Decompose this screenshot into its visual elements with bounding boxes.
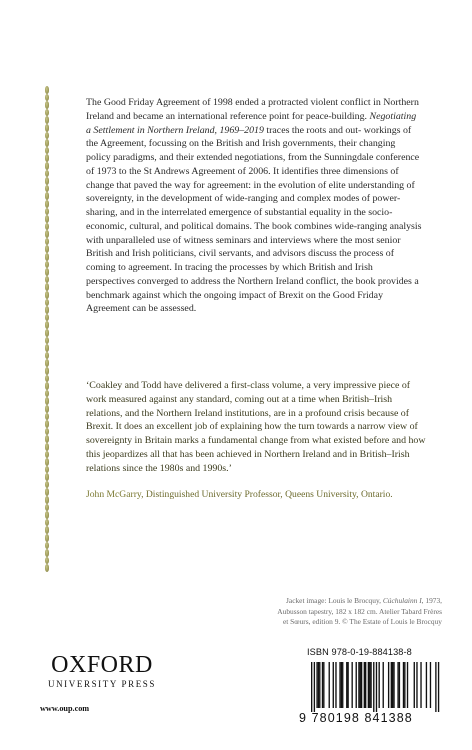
barcode-bar (339, 662, 340, 708)
bead-ornament (45, 390, 50, 398)
barcode-bar (373, 662, 374, 712)
bead-ornament (45, 253, 50, 261)
barcode-bar (352, 662, 353, 708)
bead-ornament (45, 132, 50, 140)
barcode-digits: 9 780198 841388 (299, 711, 413, 725)
barcode-bar (416, 662, 417, 708)
bead-ornament (45, 109, 50, 117)
bead-ornament (45, 534, 50, 542)
bead-ornament (45, 215, 50, 223)
bead-ornament (45, 435, 50, 443)
bead-ornament (45, 488, 50, 496)
barcode-bar (356, 662, 357, 708)
book-title-italic: Negotiating a Settlement in Northern Ireland, 1969–2019 (86, 110, 417, 136)
description-line-2: Northern Ireland and became an international reference point for peace-building. (86, 97, 419, 122)
barcode-bar (322, 662, 323, 708)
credit-line-1 (230, 596, 442, 607)
bead-column-decoration (41, 86, 53, 572)
barcode-bar (346, 662, 347, 708)
bead-ornament (45, 481, 50, 489)
barcode-bar (397, 662, 398, 708)
barcode-bar (420, 662, 421, 708)
bead-ornament (45, 306, 50, 314)
bead-ornament (45, 223, 50, 231)
bead-ornament (45, 473, 50, 481)
bead-ornament (45, 549, 50, 557)
barcode-bar (365, 662, 366, 708)
barcode-bar (368, 662, 369, 708)
bead-ornament (45, 238, 50, 246)
bead-ornament (45, 352, 50, 360)
barcode-bar (358, 662, 359, 708)
description-after-title: traces the roots and out- (263, 124, 362, 136)
barcode-bar (360, 662, 361, 708)
bead-ornament (45, 101, 50, 109)
publisher-logo (40, 653, 164, 689)
bead-ornament (45, 359, 50, 367)
barcode-bar (414, 662, 415, 708)
bead-ornament (45, 458, 50, 466)
bead-ornament (45, 329, 50, 337)
bead-ornament (45, 519, 50, 527)
barcode-bar (323, 662, 324, 708)
barcode-bar (403, 662, 404, 708)
bead-ornament (45, 177, 50, 185)
barcode-bar (369, 662, 370, 708)
bead-ornament (45, 420, 50, 428)
barcode-bar (393, 662, 394, 708)
bead-ornament (45, 526, 50, 534)
barcode-bar (319, 662, 320, 708)
bead-ornament (45, 375, 50, 383)
barcode-bar (391, 662, 392, 708)
bead-ornament (45, 428, 50, 436)
bead-ornament (45, 192, 50, 200)
bead-ornament (45, 208, 50, 216)
barcode-bar (438, 662, 439, 712)
bead-ornament (45, 511, 50, 519)
publisher-url: www.oup.com (40, 704, 90, 713)
bead-ornament (45, 564, 50, 572)
credit-line-2: Aubusson tapestry, 182 x 182 cm. Atelier Tabard Frères (277, 606, 442, 616)
bead-ornament (45, 268, 50, 276)
endorsement-attribution (86, 489, 446, 500)
bead-ornament (45, 382, 50, 390)
book-description (86, 96, 422, 316)
bead-ornament (45, 367, 50, 375)
barcode-bar (383, 662, 384, 708)
bead-ornament (45, 451, 50, 459)
barcode (304, 660, 444, 712)
barcode-bar (388, 662, 389, 708)
endorser-name: John McGarry (86, 489, 142, 500)
credit-line-3: et Sœurs, edition 9. © The Estate of Louis le Brocquy (282, 617, 442, 627)
bead-ornament (45, 139, 50, 147)
credit-work-title: Cúchulainn I (382, 596, 422, 605)
bead-ornament (45, 413, 50, 421)
publisher-subtitle: UNIVERSITY PRESS (47, 679, 157, 689)
description-line-1: The Good Friday Agreement of 1998 ended a protracted violent conflict in (86, 97, 381, 108)
bead-ornament (45, 557, 50, 565)
barcode-bars (304, 660, 444, 712)
credit-line-1-rest: , 1973, (421, 596, 442, 605)
barcode-bar (376, 662, 377, 712)
bead-ornament (45, 147, 50, 155)
isbn-label: ISBN 978-0-19-884138-8 (307, 647, 412, 657)
bead-ornament (45, 162, 50, 170)
endorser-affiliation: , Distinguished University Professor, Queens University, Ontario. (141, 489, 393, 500)
bead-ornament (45, 276, 50, 284)
bead-ornament (45, 496, 50, 504)
bead-ornament (45, 116, 50, 124)
barcode-bar (335, 662, 336, 708)
jacket-image-credit (230, 596, 442, 628)
barcode-bar (318, 662, 319, 708)
bead-ornament (45, 443, 50, 451)
barcode-bar (399, 662, 400, 708)
barcode-bar (347, 662, 348, 708)
bead-ornament (45, 154, 50, 162)
barcode-bar (404, 662, 405, 708)
bead-ornament (45, 245, 50, 253)
bead-ornament (45, 124, 50, 132)
bead-ornament (45, 94, 50, 102)
bead-ornament (45, 344, 50, 352)
barcode-bar (364, 662, 365, 708)
barcode-bar (426, 662, 427, 708)
barcode-bar (316, 662, 317, 708)
bead-ornament (45, 185, 50, 193)
barcode-bar (341, 662, 342, 708)
barcode-bar (342, 662, 343, 708)
barcode-bar (407, 662, 408, 708)
bead-ornament (45, 405, 50, 413)
barcode-bar (379, 662, 380, 708)
bead-ornament (45, 200, 50, 208)
barcode-bar (361, 662, 362, 708)
bead-ornament (45, 291, 50, 299)
bead-ornament (45, 86, 50, 94)
barcode-bar (435, 662, 436, 712)
publisher-wordmark: OXFORD (51, 652, 153, 678)
barcode-bar (392, 662, 393, 708)
barcode-bar (314, 662, 315, 712)
barcode-bar (370, 662, 371, 708)
bead-ornament (45, 504, 50, 512)
bead-ornament (45, 337, 50, 345)
credit-prefix: Jacket image: Louis le Brocquy, (286, 596, 383, 605)
bead-ornament (45, 542, 50, 550)
bead-ornament (45, 261, 50, 269)
bead-ornament (45, 283, 50, 291)
endorsement-quote: ‘Coakley and Todd have delivered a first-class volume, a very impressive piece of work measured against any standard, coming out at a time when British–Irish relations, and the Northern Ireland institutions, are in a profound crisis because of Brexit. It does an excellent job of explaining how the turn towards a narrow view of sovereignty in Britain marks a fundamental change from what existed before and how this jeopardizes all that has been achieved in Northern Ireland and in British–Irish relations since the 1980s and 1990s.’ (86, 380, 426, 474)
bead-ornament (45, 170, 50, 178)
barcode-bar (430, 662, 431, 708)
bead-ornament (45, 314, 50, 322)
bead-ornament (45, 230, 50, 238)
barcode-bar (311, 662, 312, 712)
bead-ornament (45, 299, 50, 307)
description-body: workings of the Agreement, focussing on the British and Irish governments, their changing policy paradigms, and their extended negotiations, from the Sunningdale conference of 1973 to the St Andrews Agreement of 2006. It identifies three dimensions of change that paved the way for agreement: in the evolution of elite understanding of sovereignty, in the development of wide-ranging and complex modes of power-sharing, and in the interrelated emergence of substantial equality in the socio-economic, cultural, and political domains. The book combines wide-ranging analysis with unparalleled use of witness seminars and interviews where the most senior British and Irish politicians, civil servants, and advisors discuss the process of coming to agreement. In tracing the processes by which British and Irish perspectives converged to address the Northern Ireland conflict, the book provides a benchmark against which the ongoing impact of Brexit on the Good Friday Agreement can be assessed. (86, 124, 422, 315)
bead-ornament (45, 397, 50, 405)
barcode-bar (329, 662, 330, 708)
bead-ornament (45, 466, 50, 474)
bead-ornament (45, 321, 50, 329)
barcode-bar (333, 662, 334, 708)
